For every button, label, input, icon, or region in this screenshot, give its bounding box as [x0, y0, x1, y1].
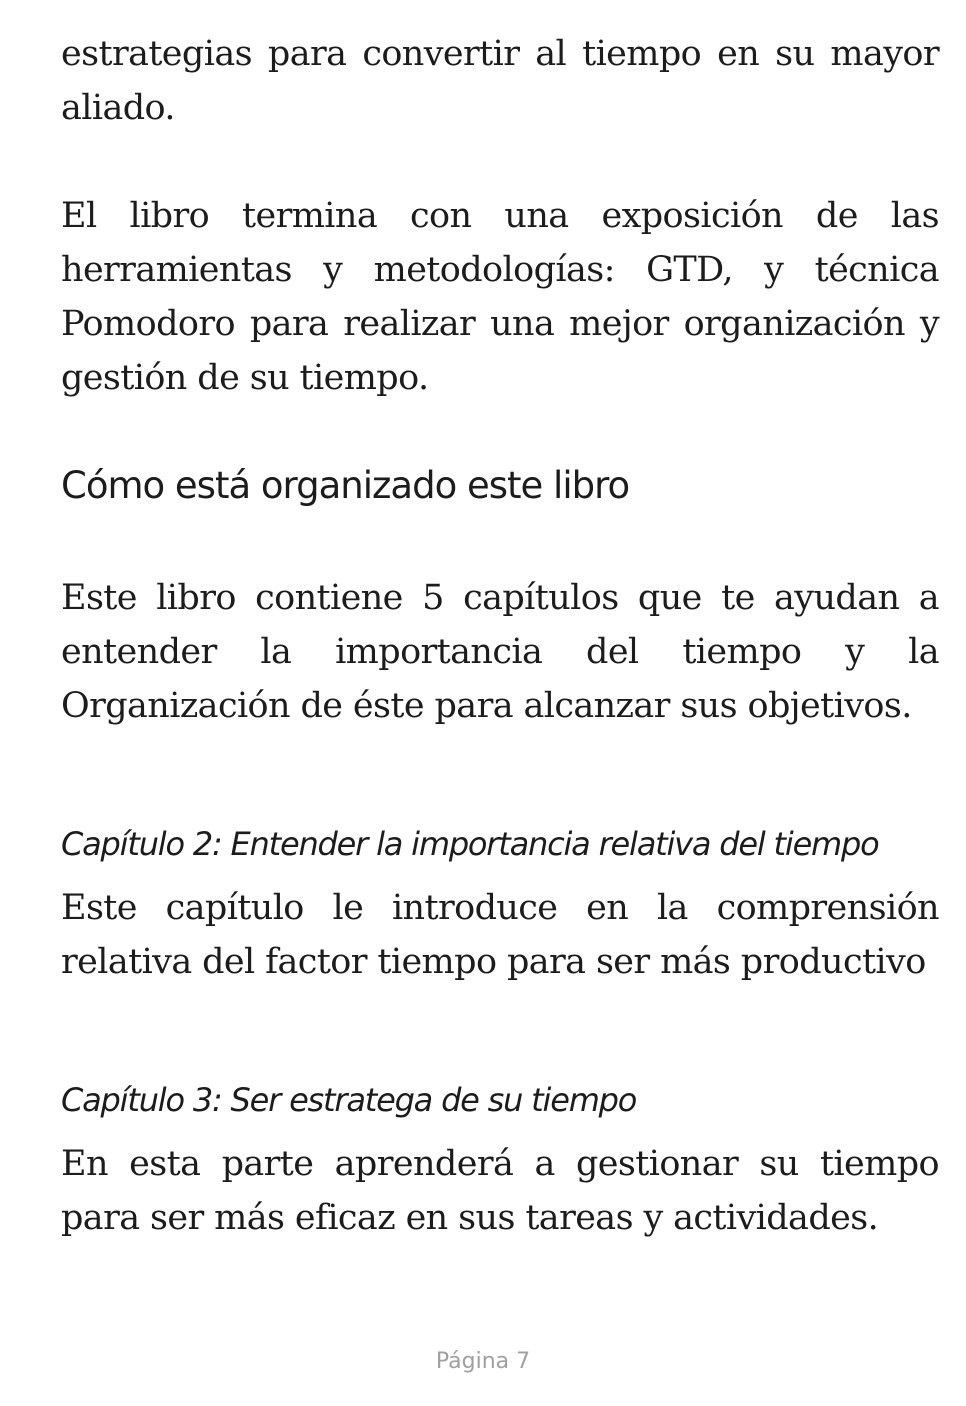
chapter-3-description: En esta parte aprenderá a gestionar su tiempo para ser más eficaz en sus tareas y actividades. — [61, 1144, 939, 1238]
paragraph-tools-summary: El libro termina con una exposición de las herramientas y metodologías: GTD, y técnica Pomodoro para realizar una mejor organización y gestión de su tiempo. — [61, 196, 939, 398]
section-heading: Cómo está organizado este libro — [61, 464, 630, 507]
chapter-2-title: Capítulo 2: Entender la importancia relativa del tiempo — [61, 825, 879, 863]
page-content — [61, 27, 939, 1245]
chapter-2-description: Este capítulo le introduce en la comprensión relativa del factor tiempo para ser más productivo — [61, 888, 939, 982]
chapter-3-title: Capítulo 3: Ser estratega de su tiempo — [61, 1081, 637, 1119]
page-number: Página 7 — [435, 1349, 531, 1374]
paragraph-continuation: estrategias para convertir al tiempo en su mayor aliado. — [61, 34, 939, 128]
paragraph-book-overview: Este libro contiene 5 capítulos que te ayudan a entender la importancia del tiempo y la Organización de éste para alcanzar sus objetivos. — [61, 578, 939, 726]
